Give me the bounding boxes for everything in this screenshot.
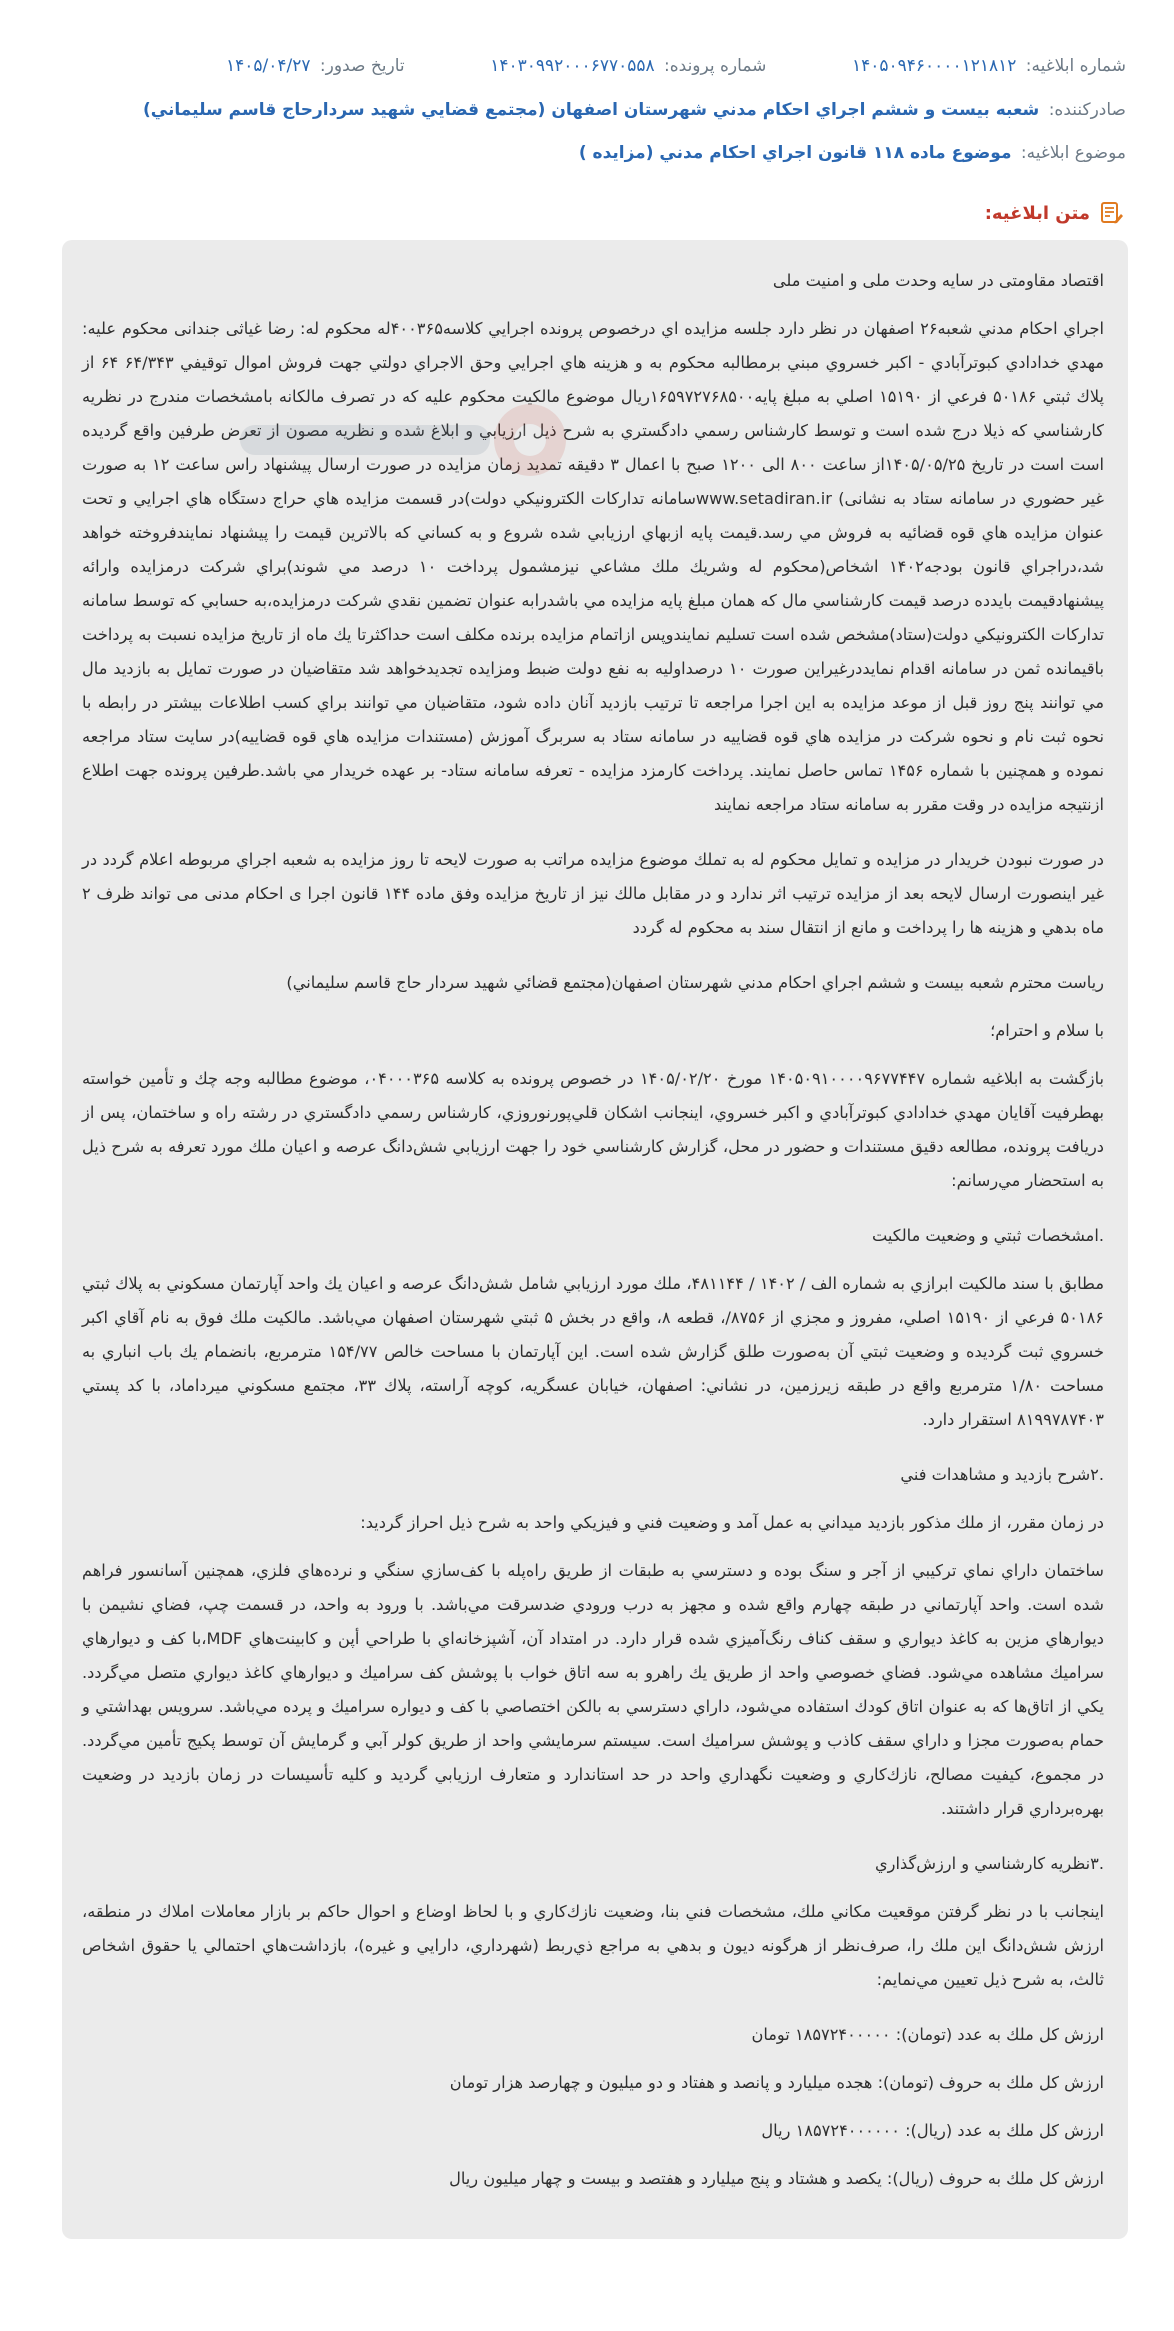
subject-label: موضوع ابلاغیه: [1020, 143, 1126, 163]
paragraph-no-buyer: در صورت نبودن خريدار در مزايده و تمايل محكوم له به تملك موضوع مزايده مراتب به صورت لايحه تا روز مزايده به شعبه اجراي مربوطه اعلام گردد در غير اينصورت ارسال لايحه بعد از مزايده ترتيب اثر ندارد و در مقابل مالك نيز از تاريخ مزايده وفق ماده ۱۴۴ قانون اجرا ی احکام مدنی می تواند ظرف ۲ ماه بدهي و هزينه ها را پرداخت و مانع از انتقال سند به محكوم له گردد [82, 850, 1104, 937]
value-rial-digits: ارزش كل ملك به عدد (ريال): ۱۸۵۷۲۴۰۰۰۰۰۰ ريال [761, 2121, 1104, 2140]
notice-number-value: ۱۴۰۵۰۹۴۶۰۰۰۰۱۲۱۸۱۲ [852, 56, 1017, 76]
paragraph-auction-announcement: اجراي احكام مدني شعبه۲۶ اصفهان در نظر دارد جلسه مزايده اي درخصوص پرونده اجرايي كلاسه۴۰۰۳۶۵له محکوم له: رضا غیاثی جندانی محکوم علیه: مهدي خدادادي كبوترآبادي - اكبر خسروي مبني برمطالبه محكوم به و هزينه هاي اجرايي وحق الاجراي دولتي جهت فروش اموال توقيفي ۶۴/۳۴۳ ۶۴ از پلاك ثبتي ۵۰۱۸۶ فرعي از ۱۵۱۹۰ اصلي به مبلغ پايه۱۶۵۹۷۲۷۶۸۵۰۰ريال موضوع مالكيت محكوم عليه كه در تصرف مالكانه بامشخصات مندرج در نظريه كارشناسي كه ذيلا درج شده است و توسط كارشناس رسمي دادگستري به شرح ذيل ارزيابي و ابلاغ شده و نظريه مصون از تعرض طرفين واقع گرديده است است در تاريخ ۱۴۰۵/۰۵/۲۵از ساعت ۸۰۰ الی ۱۲۰۰ صبح با اعمال ۳ دقیقه تمدید زمان مزایده در صورت ارسال پیشنهاد راس ساعت ۱۲ به صورت غير حضوري در سامانه ستاد به نشانی) www.setadiran.irسامانه تداركات الكترونيكي دولت)در قسمت مزايده هاي حراج دستگاه هاي اجرايي و تحت عنوان مزايده هاي قوه قضائيه به فروش مي رسد.قيمت پايه ازبهاي ارزيابي شده شروع و به كساني كه بالاترين قيمت را پيشنهاد نمايندفروخته خواهد شد،دراجراي قانون بودجه۱۴۰۲ اشخاص(محكوم له وشريك ملك مشاعي نيزمشمول پرداخت ۱۰ درصد مي شوند)براي شركت درمزايده وارائه پيشنهادقيمت بايدده درصد قيمت كارشناسي مال كه همان مبلغ پايه مزايده مي باشدرابه عنوان تضمين نقدي شركت درمزايده،به حسابي كه توسط سامانه تداركات الكترونيكي دولت(ستاد)مشخص شده است تسليم نمايندوپس ازاتمام مزايده برنده مكلف است حداكثرتا يك ماه از تاريخ مزايده نسبت به پرداخت باقيمانده ثمن در سامانه اقدام نمايددرغيراين صورت ۱۰ درصداوليه به نفع دولت ضبط ومزايده تجديدخواهد شد متقاضيان در صورت تمايل به بازديد مال مي توانند پنج روز قبل از موعد مزايده به اين اجرا مراجعه تا ترتيب بازديد آنان داده شود، متقاضيان مي توانند براي كسب اطلاعات بيشتر در رابطه با نحوه ثبت نام و نحوه شركت در مزايده هاي قوه قضاييه در سامانه ستاد به سربرگ آموزش (مستندات مزايده هاي قوه قضاييه)در سايت ستاد مراجعه نموده و همچنين با شماره ۱۴۵۶ تماس حاصل نمايند. پرداخت كارمزد مزايده - تعرفه سامانه ستاد- بر عهده خريدار مي باشد.طرفين پرونده جهت اطلاع ازنتيجه مزايده در وقت مقرر به سامانه ستاد مراجعه نمايند [82, 319, 1105, 814]
paragraph-addressee: رياست محترم شعبه بيست و ششم اجراي احكام مدني شهرستان اصفهان(مجتمع قضائي شهيد سردار حاج قاسم سليماني) [286, 973, 1104, 992]
paragraph-expert-intro: بازگشت به ابلاغيه شماره ۱۴۰۵۰۹۱۰۰۰۰۹۶۷۷۴۴۷ مورخ ۱۴۰۵/۰۲/۲۰ در خصوص پرونده به كلاسه ۰۴۰۰۰۳۶۵، موضوع مطالبه وجه چك و تأمين خواسته بهطرفيت آقايان مهدي خدادادي كبوترآبادي و اكبر خسروي، اينجانب اشكان قلي‌پورنوروزي، كارشناس رسمي دادگستري در رشته راه و ساختمان، پس از دريافت پرونده، مطالعه دقيق مستندات و حضور در محل، گزارش كارشناسي خود را جهت ارزيابي شش‌دانگ عرصه و اعيان ملك مورد تعرفه به شرح ذيل به استحضار مي‌رسانم: [82, 1069, 1105, 1190]
issue-date-label: تاریخ صدور: [319, 56, 405, 76]
notice-heading [985, 200, 1124, 226]
notice-number-label: شماره ابلاغیه: [1025, 56, 1126, 76]
notice-body [62, 240, 1128, 2239]
issue-date-field [226, 56, 405, 76]
issuer-label: صادرکننده: [1048, 100, 1126, 120]
paragraph-inspection-intro: در زمان مقرر، از ملك مذكور بازديد ميداني به عمل آمد و وضعيت فني و فيزيكي واحد به شرح ذيل احراز گرديد: [360, 1513, 1104, 1532]
issue-date-value: ۱۴۰۵/۰۴/۲۷ [226, 56, 311, 76]
issuer-value: شعبه بیست و ششم اجراي احكام مدني شهرستان اصفهان (مجتمع قضايي شهيد سردارحاج قاسم سليماني) [143, 100, 1040, 120]
paragraph-registration: مطابق با سند مالكيت ابرازي به شماره الف / ۱۴۰۲ / ۴۸۱۱۴۴، ملك مورد ارزيابي شامل شش‌دانگ عرصه و اعيان يك واحد آپارتمان مسكوني به پلاك ثبتي ۵۰۱۸۶ فرعي از ۱۵۱۹۰ اصلي، مفروز و مجزي از ۸۷۵۶/، قطعه ۸، واقع در بخش ۵ ثبتي شهرستان اصفهان مي‌باشد. مالكيت ملك فوق به نام آقاي اكبر خسروي ثبت گرديده و وضعيت ثبتي آن به‌صورت طلق گزارش شده است. اين آپارتمان با مساحت خالص ۱۵۴/۷۷ مترمربع، بانضمام يك باب انباري به مساحت ۱/۸۰ مترمربع واقع در طبقه زيرزمين، در نشاني: اصفهان، خيابان عسگريه، كوچه آراسته، پلاك ۳۳، مجتمع مسكوني ميرداماد، با كد پستي ۸۱۹۹۷۸۷۴۰۳ استقرار دارد. [82, 1274, 1104, 1429]
case-number-field [490, 56, 766, 76]
case-number-value: ۱۴۰۳۰۹۹۲۰۰۰۶۷۷۰۵۵۸ [490, 56, 655, 76]
case-number-label: شماره پرونده: [664, 56, 767, 76]
paragraph-inspection-details: ساختمان داراي نماي تركيبي از آجر و سنگ بوده و دسترسي به طبقات از طريق راه‌پله با كف‌سازي سنگي و نرده‌هاي فلزي، همچنين آسانسور فراهم شده است. واحد آپارتماني در طبقه چهارم واقع شده و مجهز به درب ورودي ضدسرقت مي‌باشد. با ورود به واحد، در قسمت چپ، فضاي نشيمن با ديوارهاي مزين به كاغذ ديواري و سقف كناف رنگ‌آميزي شده قرار دارد. در امتداد آن، آشپزخانه‌اي با طراحي أپن و كابينت‌هاي MDF،با كف و ديوارهاي سراميك مشاهده مي‌شود. فضاي خصوصي واحد از طريق يك راهرو به سه اتاق خواب با پوشش كف سراميك و ديوارهاي كاغذ ديواري متصل مي‌گردد. يكي از اتاق‌ها كه به عنوان اتاق كودك استفاده مي‌شود، داراي دسترسي به بالكن اختصاصي با كف و ديواره سراميك و پرده مي‌باشد. سرويس بهداشتي و حمام به‌صورت مجزا و داراي سقف كاذب و پوشش سراميك است. سيستم سرمايشي واحد از طريق كولر آبي و گرمايش آن توسط پكيج تأمين مي‌گردد. در مجموع، كيفيت مصالح، نازك‌كاري و وضعيت نگهداري واحد در حد استاندارد و متعارف ارزيابي گرديد و كليه تأسيسات در زمان بازديد در وضعيت بهره‌برداري قرار داشتند. [82, 1561, 1104, 1818]
document-edit-icon [1098, 200, 1124, 226]
meta-row [226, 56, 1126, 76]
paragraph-motto: اقتصاد مقاومتی در سایه وحدت ملی و امنیت ملی [772, 271, 1104, 290]
value-toman-words: ارزش كل ملك به حروف (تومان): هجده ميليارد و پانصد و هفتاد و دو ميليون و چهارصد هزار تومان [449, 2073, 1104, 2092]
notice-number-field [852, 56, 1126, 76]
section-heading-inspection: .۲شرح بازديد و مشاهدات فني [900, 1465, 1104, 1484]
subject-value: موضوع ماده ۱۱۸ قانون اجراي احكام مدني (مزايده ) [578, 143, 1012, 163]
paragraph-valuation-intro: اينجانب با در نظر گرفتن موقعيت مكاني ملك، مشخصات فني بنا، وضعيت نازك‌كاري و با لحاظ اوضاع و احوال حاكم بر بازار معاملات املاك در منطقه، ارزش شش‌دانگ اين ملك را، صرف‌نظر از هرگونه ديون و بدهي به مراجع ذي‌ربط (شهرداري، دارايي و غيره)، بازداشت‌هاي احتمالي يا حقوق اشخاص ثالث، به شرح ذيل تعيين مي‌نمايم: [82, 1902, 1104, 1989]
section-heading-registration: .امشخصات ثبتي و وضعيت مالكيت [872, 1226, 1104, 1245]
issuer-line [40, 100, 1126, 120]
value-rial-words: ارزش كل ملك به حروف (ريال): يكصد و هشتاد و پنج ميليارد و هفتصد و بيست و چهار ميليون ريال [449, 2169, 1104, 2188]
value-toman-digits: ارزش كل ملك به عدد (تومان): ۱۸۵۷۲۴۰۰۰۰۰ تومان [751, 2025, 1104, 2044]
section-heading-valuation: .۳نظريه كارشناسي و ارزش‌گذاري [875, 1854, 1104, 1873]
subject-line [40, 143, 1126, 163]
paragraph-greeting: با سلام و احترام؛ [990, 1021, 1104, 1040]
notice-heading-label: متن ابلاغیه: [984, 202, 1090, 224]
